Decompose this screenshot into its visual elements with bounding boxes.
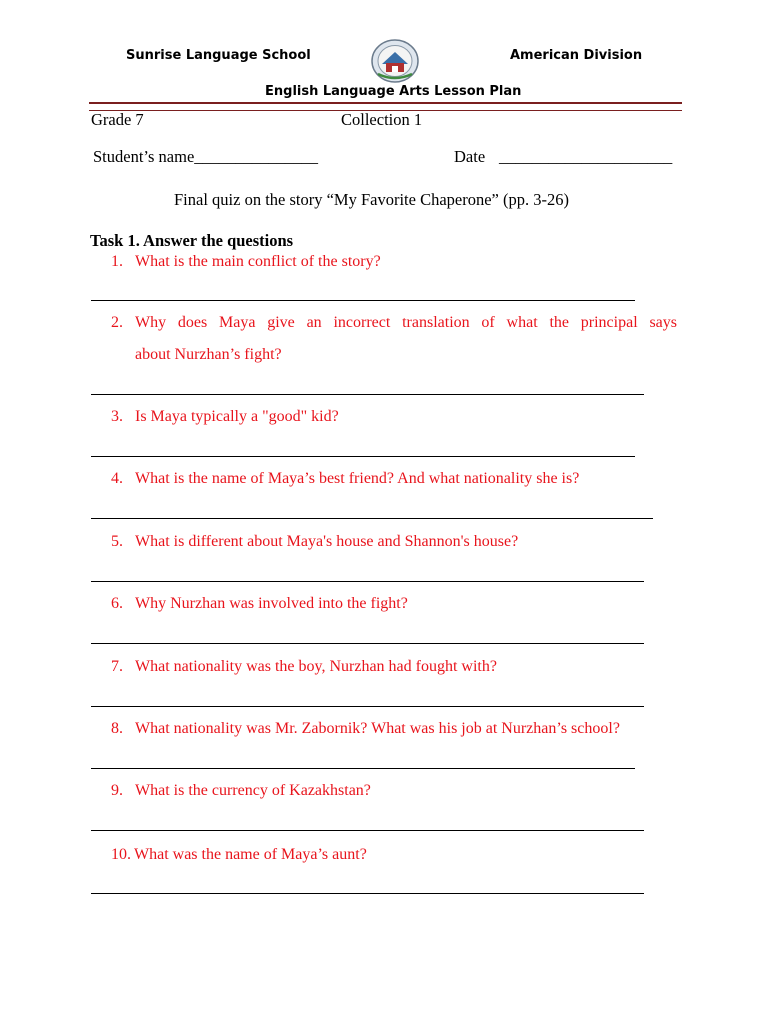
question-text: Why Nurzhan was involved into the fight? — [135, 595, 408, 612]
question-text: Why does Maya give an incorrect translation of what the principal says — [135, 314, 677, 331]
answer-line[interactable] — [91, 706, 644, 707]
answer-line[interactable] — [91, 394, 644, 395]
question-text: What is the currency of Kazakhstan? — [135, 782, 371, 799]
question-text: What was the name of Maya’s aunt? — [134, 846, 367, 863]
division-name: American Division — [510, 48, 643, 63]
answer-line[interactable] — [91, 300, 635, 301]
question-text: What is the name of Maya’s best friend? And what nationality she is? — [135, 470, 580, 487]
question-number: 10. — [111, 846, 131, 863]
student-name-field[interactable]: Student’s name_______________ — [93, 147, 319, 166]
school-name: Sunrise Language School — [126, 48, 311, 63]
question-text: What nationality was the boy, Nurzhan had fought with? — [135, 658, 497, 675]
question-number: 4. — [111, 470, 123, 487]
question-number: 9. — [111, 782, 123, 799]
collection-label: Collection 1 — [341, 110, 423, 129]
question-number: 1. — [111, 253, 123, 270]
question-number: 3. — [111, 408, 123, 425]
date-label: Date — [454, 147, 486, 166]
task-title: Task 1. Answer the questions — [90, 231, 294, 250]
grade-label: Grade 7 — [91, 110, 144, 129]
question-number: 6. — [111, 595, 123, 612]
school-crest-icon — [370, 38, 420, 84]
quiz-title: Final quiz on the story “My Favorite Chaperone” (pp. 3-26) — [174, 190, 569, 209]
answer-line[interactable] — [91, 643, 644, 644]
answer-line[interactable] — [91, 768, 635, 769]
question-text: What nationality was Mr. Zabornik? What was his job at Nurzhan’s school? — [135, 720, 620, 737]
question-number: 2. — [111, 314, 123, 331]
answer-line[interactable] — [91, 830, 644, 831]
answer-line[interactable] — [91, 581, 644, 582]
answer-line[interactable] — [91, 456, 635, 457]
question-number: 8. — [111, 720, 123, 737]
answer-line[interactable] — [91, 893, 644, 894]
question-number: 5. — [111, 533, 123, 550]
question-text-continued: about Nurzhan’s fight? — [135, 346, 282, 363]
lesson-plan-title: English Language Arts Lesson Plan — [265, 84, 522, 99]
question-number: 7. — [111, 658, 123, 675]
question-text: What is different about Maya's house and Shannon's house? — [135, 533, 519, 550]
question-text: What is the main conflict of the story? — [135, 253, 381, 270]
question-text: Is Maya typically a "good" kid? — [135, 408, 339, 425]
answer-line[interactable] — [91, 518, 653, 519]
date-field[interactable]: _____________________ — [499, 147, 673, 166]
